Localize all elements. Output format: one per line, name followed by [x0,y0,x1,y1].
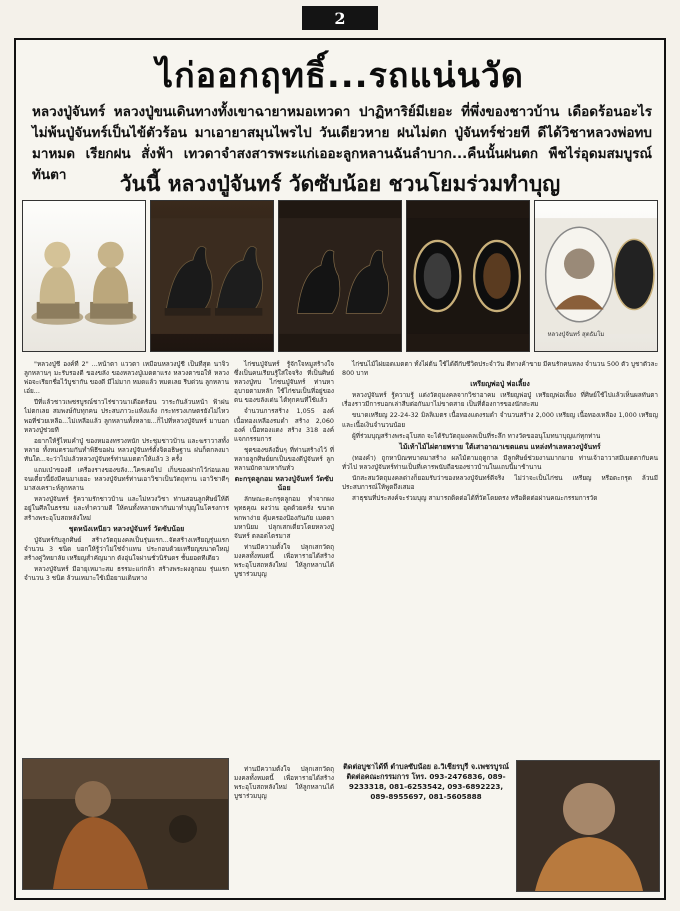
middle-bottom-paragraph: ท่านมีความตั้งใจ ปลุกเสกวัตถุมงคลทั้งหมดนี้ เพื่อหารายได้สร้างพระอุโบสถหลังใหม่ ให้ลูกหลานได้บูชาร่วมบุญ [234,765,334,801]
subheadline: หลวงปู่จันทร์ หลวงปู่ขนเดินทางทั้งเขาฉายาหมอเทวดา ปาฏิหาริย์มีเยอะ ที่พึ่งของชาวบ้าน เดือดร้อนอะไร ไม่พ้นปู่จันทร์เป็นไข้ตัวร้อน มาเอายาสมุนไพรไป วันเดียวหาย ฝนไม่ตก ปู่จันทร์ช่วยที ดีได้วิชาหลวงพ่อทบ มาหมด เรียกฝน สั่งฟ้า เทวดาจำสงสารพระแก่เออะลูกหลานฉันลำบาก...คืนนั้นฝนตก พืชไร่อุดมสมบูรณ์ทันตา [32,104,652,183]
invitation-banner: วันนี้ หลวงปู่จันทร์ วัดซับน้อย ชวนโยมร่วมทำบุญ [119,172,561,196]
page-number: 2 [302,6,378,30]
monk-seated-image [23,759,228,889]
right-paragraph: ขนาดเหรียญ 22-24-32 มิลลิเมตร เนื้อทองแดงรมดำ จำนวนสร้าง 2,000 เหรียญ เนื้อทองเหลือง 1,000 เหรียญ และเนื้อเงินจำนวนน้อย [342,411,658,429]
middle-column [234,360,334,760]
seated-statues-image [23,201,145,351]
middle-paragraph: ไก่ชนปู่จันทร์ รู้จักใจหมูสร้างใจ ซึ่งเป็นคนเรียนรู้ใส่ใจจริง ที่เป็นศิษย์ หลวงปู่ทบ ไก่ชนปู่จันทร์ ท่านหาอุบายตามหลัก ใช้ไก่ชนเป็นที่อยู่ของตน ของขลังเด่น ได้ทุกคนที่ใช้แล้ว [234,360,334,405]
article-frame [14,38,666,900]
right-subheading: เหรียญพ่อปู่ พ่อเลี้ยง [470,380,530,389]
left-paragraph: ปู่จันทร์กับลูกศิษย์ สร้างวัตถุมงคลเป็นรุ่นแรก...จัดสร้างเหรียญรุ่นแรก จำนวน 3 ชนิด บอกให้รู้ว่าไม่ใช่จำแทน ประกอบด้วยเหรียญขนาดใหญ่ สร้างคู่วิทยาลัย เหรียญสำคัญมาก ดังอุ่นใจผ่านชั่วนิรันดร ชั้นยอดทีเดียว [24,535,229,562]
left-column [24,360,229,760]
left-paragraph: แถมเป่าของดี เครื่องรางของขลัง...ใครเคยไป เก็บของฝากไว้ก่อนเลย จนเดี๋ยวนี้ยังมีคนมาเยอะ หลวงปู่จันทร์ท่านเอาวิชาเป็นวัตถุทาน เอาวิชาดีๆ มาสงเคราะห์ลูกหลาน [24,466,229,493]
headline: ไก่ออกฤทธิ์...รถแน่นวัด [155,56,525,96]
right-paragraph: หลวงปู่จันทร์ รู้ความรู้ แต่งวัตถุมงคลจากวิชาอาคม เหรียญพ่อปู่ เหรียญพ่อเลี้ยง ที่ศิษย์ใช้ไปแล้วเห็นผลทันตา เรื่องราวมีการบอกเล่าสืบต่อกันมาไม่ขาดสาย เป็นที่ต้องการของนักสะสม [342,391,658,409]
middle-bottom-column [234,765,334,890]
middle-subheading: ตะกรุดลูกอม หลวงปู่จันทร์ วัดซับน้อย [234,475,334,493]
monk-seated-photo [22,758,229,890]
amulet-photo-strip [22,200,658,352]
left-paragraph: หลวงปู่จันทร์ มีอายุเหมาะสม ธรรมะแก่กล้า สร้างพระผงลูกอม รุ่นแรก จำนวน 3 ชนิด ล้วนเหมาะใช้เมื่อยามเดินทาง [24,564,229,583]
contact-box [342,762,510,887]
left-subheading: ชุดหนังเหนียว หลวงปู่จันทร์ วัดซับน้อย [68,524,185,533]
rooster-amulets-image [151,201,273,351]
middle-paragraph: ชุดของขลังอื่นๆ ที่ท่านสร้างไว้ ที่หลายลูกศิษย์ยกเป็นของดีปู่จันทร์ ลูกหลานมักตามหากันทั่ว [234,445,334,473]
monk-portrait-medallion [534,200,658,352]
middle-paragraph: ท่านมีความตั้งใจ ปลุกเสกวัตถุมงคลทั้งหมดนี้ เพื่อหารายได้สร้างพระอุโบสถหลังใหม่ ให้ลูกหลานได้บูชาร่วมบุญ [234,542,334,579]
rooster-amulets-image-2 [279,201,401,351]
left-paragraph: "หลวงปู่ชี องค์ที่ 2" ...หน้าตา แววตา เหมือนหลวงปู่ชี เป็นที่สุด นาจิวลูกหลานๆ มะรับรองดี ของขลัง ของหลวงปู่เมตตาแรง หลวงตาขอให้ หลวงพ่อจะเรียกชื่อไว้บูชากัน ของดี มีไม่มาก หมดแล้ว หมดเลย รีบด่วน ลูกหลานเอ๋ย... [24,360,229,396]
right-paragraph: สาธุชนที่ประสงค์จะร่วมบุญ สามารถติดต่อได้ที่วัดโดยตรง หรือติดต่อผ่านคณะกรรมการวัด [352,494,598,503]
right-column [342,360,658,755]
amulet-eggs-photo [406,200,530,352]
left-paragraph: หลวงปู่จันทร์ รู้ความรักชาวบ้าน และไม่หวงวิชา ท่านสอนลูกศิษย์ให้ดี อยู่ในศีลในธรรม และทำความดี ให้คนทั้งหลายพากันมาทำบุญในโครงการสร้างพระอุโบสถหลังใหม่ [24,495,229,522]
middle-paragraph: จำนวนการสร้าง 1,055 องค์ เนื้อทองเหลืองรมดำ สร้าง 2,060 องค์ เนื้อทองแดง สร้าง 318 องค์ แจกกรรมการ [234,407,334,443]
right-paragraph: ผู้ที่ร่วมบุญสร้างพระอุโบสถ จะได้รับวัตถุมงคลเป็นที่ระลึก ทางวัดขออนุโมทนาบุญแก่ทุกท่าน [352,431,601,440]
right-paragraph: ไก่ชนไม้ไผ่ยอดเมตตา ทั้งไผ่ต้น ใช้ได้ดีกับชีวิตประจำวัน ดีทางค้าขาย มีคนรักคนหลง จำนวน 500 ตัว บูชาตัวละ 800 บาท [342,360,658,378]
seated-statue-photo [22,200,146,352]
rooster-amulet-photo-1 [150,200,274,352]
left-paragraph: ปีที่แล้วชาวเพชรบูรณ์ชาวไร่ชาวนาเดือดร้อน วาระกันล้วนหน้า ฟ้าฝนไม่ตกเลย สมพงษ์กับทุกคน ประสบภาวะแห้งแล้ง กระทรวงเกษตรยังไม่ไหวพอที่ช่วยเหลือ...ไม่เหลือแล้ว ลูกหลานทั้งหลาย...ก็ไปที่หลวงปู่จันทร์ มาบอกหลวงปู่ช่วยที [24,398,229,434]
right-paragraph: นักสะสมวัตถุมงคลต่างก็ยอมรับว่าของหลวงปู่จันทร์ดีจริง ไม่ว่าจะเป็นไก่ชน เหรียญ หรือตะกรุด ล้วนมีประสบการณ์ให้พูดถึงเสมอ [342,474,658,492]
left-paragraph: อยากให้รู้ไหมคำปู่ ของหมองทรวงหนัก ประชุมชาวบ้าน และฆราวาสทั้งหลาย ทั้งหมดรวมกันทำพิธีขอฝน หลวงปู่จันทร์ตั้งจิตอธิษฐาน ฝนก็ตกลงมาทันใด...จะว่าไปแล้วหลวงปู่จันทร์ท่านเมตตาให้แล้ว 3 ครั้ง [24,436,229,463]
right-subheading-2: ไม้เท้าไม้ไผ่ตายพราย ใต้เสาอาณาเขตแดน แหล่งทำเลหลวงปู่จันทร์ [399,442,601,451]
middle-paragraph: ลักษณะตะกรุดลูกอม ทำจากผงพุทธคุณ ผงว่าน อุดด้วยครั่ง ขนาดพกพาง่าย คุ้มครองป้องกันภัย เมตตามหานิยม ปลุกเสกเดี่ยวโดยหลวงปู่จันทร์ ตลอดไตรมาส [234,495,334,540]
black-amulets-image [407,201,529,351]
rooster-amulet-photo-2 [278,200,402,352]
contact-info: ติดต่อบูชาได้ที่ ตำบลซับน้อย อ.วิเชียรบุรี จ.เพชรบูรณ์ ติดต่อคณะกรรมการ โทร. 093-2476836, 089-9233318, 081-6253542, 093-6892223, 089-8955697, 081-5605888 [343,762,509,801]
monk-portrait-image [517,761,659,891]
right-paragraph: (ทองคำ) ถูกหาบิณฑบาตมาสร้าง ผลไม้ตามฤดูกาล มีลูกศิษย์ช่วยงานมากมาย ท่านเจ้าอาวาสมีเมตตากับคนทั่วไป หลวงปู่จันทร์ท่านเป็นที่เคารพนับถือของชาวบ้านในแถบนี้มาช้านาน [342,453,658,471]
monk-portrait-photo [516,760,660,892]
medallion-caption: หลวงปู่จันทร์ สุตธัมโม [547,331,605,338]
